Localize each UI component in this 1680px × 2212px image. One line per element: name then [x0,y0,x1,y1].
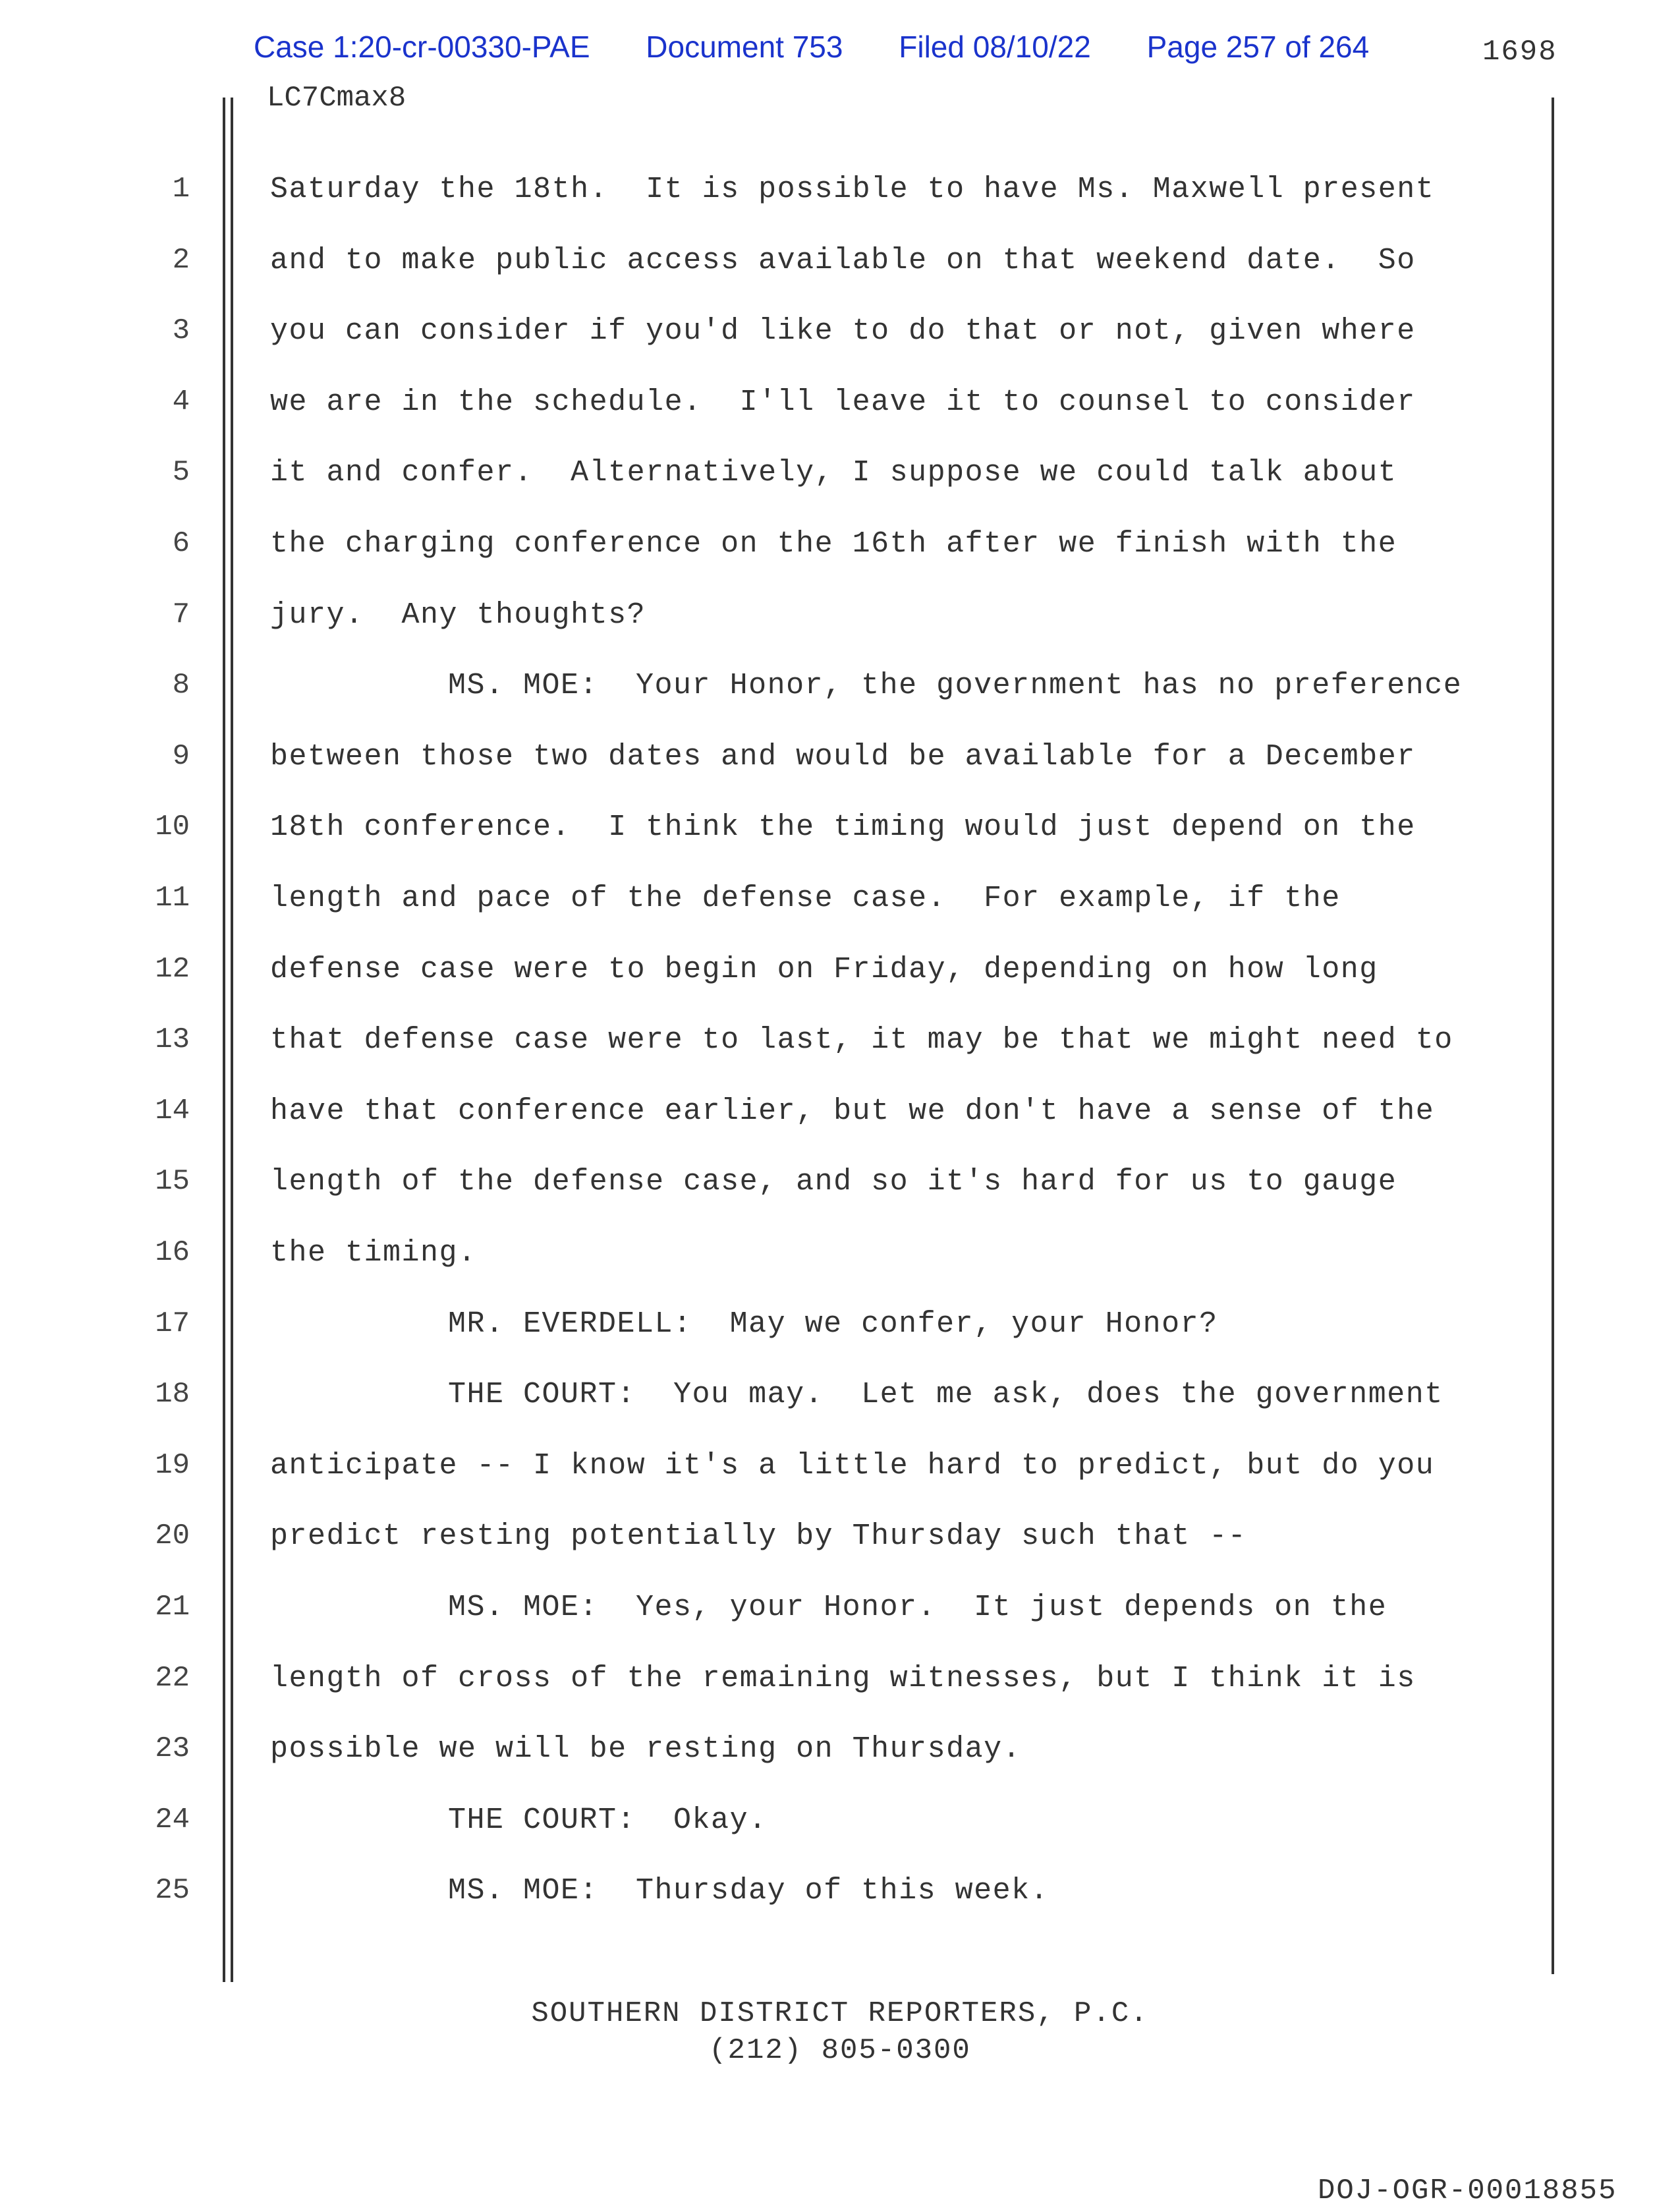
line-number: 6 [172,527,190,560]
line-number: 20 [155,1519,190,1552]
filing-stamp [254,32,1369,62]
line-number: 14 [155,1094,190,1127]
stamp-case-number: Case 1:20-cr-00330-PAE [254,30,590,64]
transcript-line: the charging conference on the 16th after we finish with the [270,527,1397,561]
line-number: 13 [155,1023,190,1056]
left-margin-rule [223,98,225,1982]
transcript-line: 18th conference. I think the timing would just depend on the [270,810,1416,844]
transcript-page-number: 1698 [1482,36,1557,69]
transcript-line: possible we will be resting on Thursday. [270,1732,1022,1766]
line-number: 5 [172,456,190,489]
transcript-line: Saturday the 18th. It is possible to have Ms. Maxwell present [270,173,1435,206]
transcript-line: MR. EVERDELL: May we confer, your Honor? [448,1307,1218,1341]
right-margin-rule [1552,98,1554,1974]
transcript-line: you can consider if you'd like to do that or not, given where [270,314,1416,348]
transcript-line: that defense case were to last, it may be that we might need to [270,1023,1453,1057]
line-number: 1 [172,173,190,206]
line-number: 24 [155,1803,190,1836]
line-number: 19 [155,1449,190,1482]
line-number: 7 [172,598,190,631]
transcript-line: anticipate -- I know it's a little hard to predict, but do you [270,1449,1435,1483]
transcript-line: THE COURT: You may. Let me ask, does the government [448,1378,1443,1411]
transcript-line: it and confer. Alternatively, I suppose we could talk about [270,456,1397,490]
line-number: 23 [155,1732,190,1765]
stamp-page-count: Page 257 of 264 [1146,30,1370,64]
page-footer [0,1995,1680,2069]
transcript-line: MS. MOE: Your Honor, the government has no preference [448,669,1463,702]
transcript-line: length of the defense case, and so it's hard for us to gauge [270,1165,1397,1199]
transcript-line: jury. Any thoughts? [270,598,646,632]
transcript-line: THE COURT: Okay. [448,1803,768,1837]
line-number: 18 [155,1378,190,1411]
stamp-filed-date: Filed 08/10/22 [899,30,1091,64]
transcript-line: we are in the schedule. I'll leave it to counsel to consider [270,385,1416,419]
transcript-line: the timing. [270,1236,477,1270]
transcript-line: and to make public access available on that weekend date. So [270,244,1416,277]
reporter-name: SOUTHERN DISTRICT REPORTERS, P.C. [531,1997,1149,2030]
line-number: 12 [155,953,190,986]
line-number: 17 [155,1307,190,1340]
header-code: LC7Cmax8 [267,82,406,115]
line-number: 25 [155,1874,190,1907]
transcript-line: have that conference earlier, but we don't have a sense of the [270,1094,1435,1128]
line-number: 21 [155,1591,190,1624]
line-number: 10 [155,810,190,843]
line-number: 2 [172,244,190,277]
transcript-line: MS. MOE: Thursday of this week. [448,1874,1050,1908]
left-margin-rule-inner [231,98,233,1982]
transcript-line: MS. MOE: Yes, your Honor. It just depends on the [448,1591,1387,1624]
transcript-line: between those two dates and would be available for a December [270,740,1416,774]
reporter-phone: (212) 805-0300 [709,2034,971,2067]
line-number: 16 [155,1236,190,1269]
line-number: 11 [155,882,190,915]
line-number: 8 [172,669,190,702]
line-number: 3 [172,314,190,347]
transcript-line: length and pace of the defense case. For example, if the [270,882,1341,915]
line-number: 15 [155,1165,190,1198]
transcript-line: predict resting potentially by Thursday such that -- [270,1519,1247,1553]
line-number: 22 [155,1662,190,1695]
stamp-document-number: Document 753 [646,30,843,64]
bates-number: DOJ-OGR-00018855 [1318,2174,1617,2207]
transcript-line: length of cross of the remaining witnesses, but I think it is [270,1662,1416,1695]
transcript-line: defense case were to begin on Friday, depending on how long [270,953,1378,986]
line-number: 9 [172,740,190,773]
line-number: 4 [172,385,190,418]
